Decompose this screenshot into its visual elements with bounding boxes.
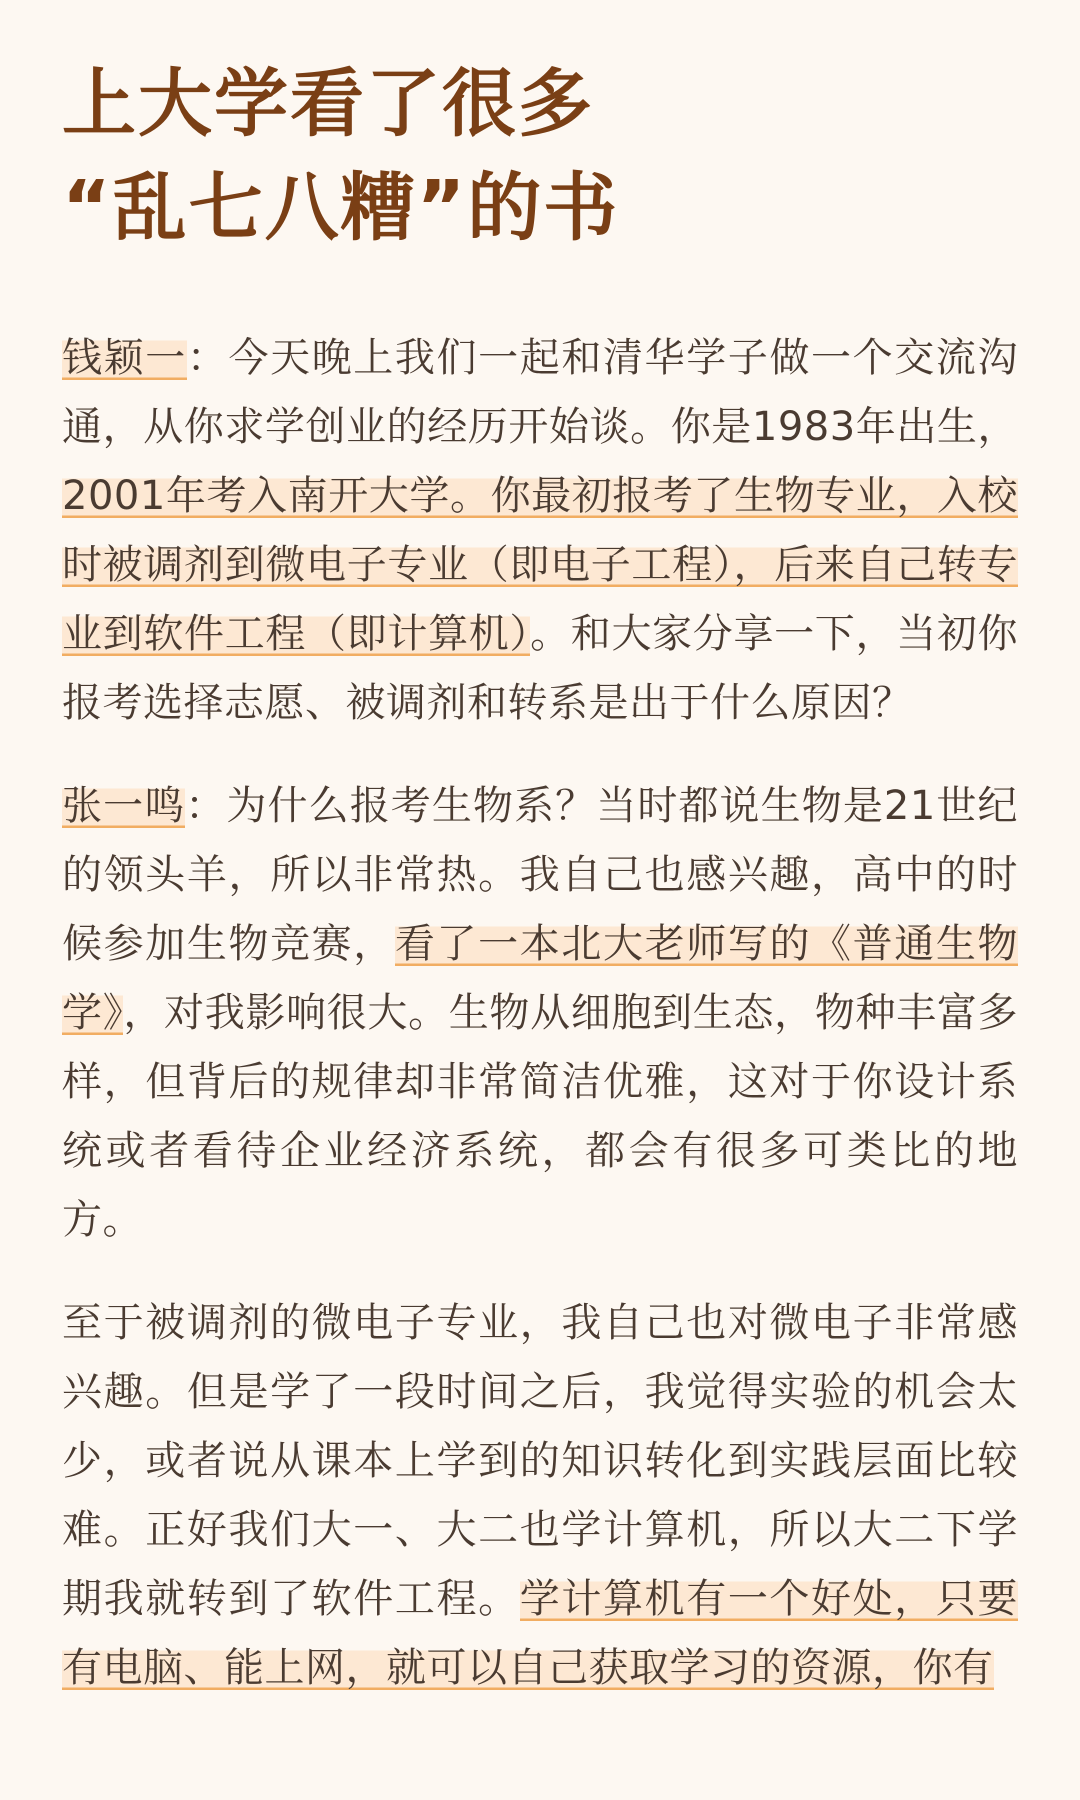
body-text: 至于被调剂的微电子专业，我自己也对微电子非常感兴趣。但是学了一段时间之后，我觉得实验的机会太少，或者说从课本上学到的知识转化到实践层面比较难。正好我们大一、大二也学计算机，所以大二下学期我就转到了软件工程。 [62, 1300, 1018, 1622]
highlighted-text: 2001年考入南开大学。你最初报考了生物专业，入校时被调剂到微电子专业（即电子工程），后来自己转专业到软件工程（即计算机） [62, 473, 1018, 657]
speaker-name: 钱颖一 [62, 335, 187, 381]
highlighted-text: 学计算机有一个好处，只要有电脑、能上网，就可以自己获取学习的资源，你有 [62, 1576, 1018, 1691]
paragraph-qian-question [62, 324, 1018, 738]
body-text: 为什么报考生物系？当时都说生物是21世纪的领头羊，所以非常热。我自己也感兴趣，高中的时候参加生物竞赛， [62, 783, 1019, 967]
speaker-colon: ： [185, 783, 227, 829]
body-text: 今天晚上我们一起和清华学子做一个交流沟通，从你求学创业的经历开始谈。你是1983年出生， [62, 335, 1019, 450]
body-text: ，对我影响很大。生物从细胞到生态，物种丰富多样，但背后的规律却非常简洁优雅，这对于你设计系统或者看待企业经济系统，都会有很多可类比的地方。 [62, 990, 1019, 1243]
paragraph-zhang-answer-1 [62, 772, 1018, 1255]
speaker-name: 张一鸣 [62, 783, 186, 829]
article-title [62, 52, 1018, 260]
paragraph-zhang-answer-2 [62, 1289, 1018, 1703]
highlighted-text: 看了一本北大老师写的《普通生物学》 [62, 921, 1019, 1036]
speaker-colon: ： [186, 335, 229, 381]
body-text: 。和大家分享一下，当初你报考选择志愿、被调剂和转系是出于什么原因？ [62, 611, 1019, 726]
title-line-2: “乱七八糟”的书 [62, 165, 620, 251]
title-line-1: 上大学看了很多 [62, 61, 594, 147]
